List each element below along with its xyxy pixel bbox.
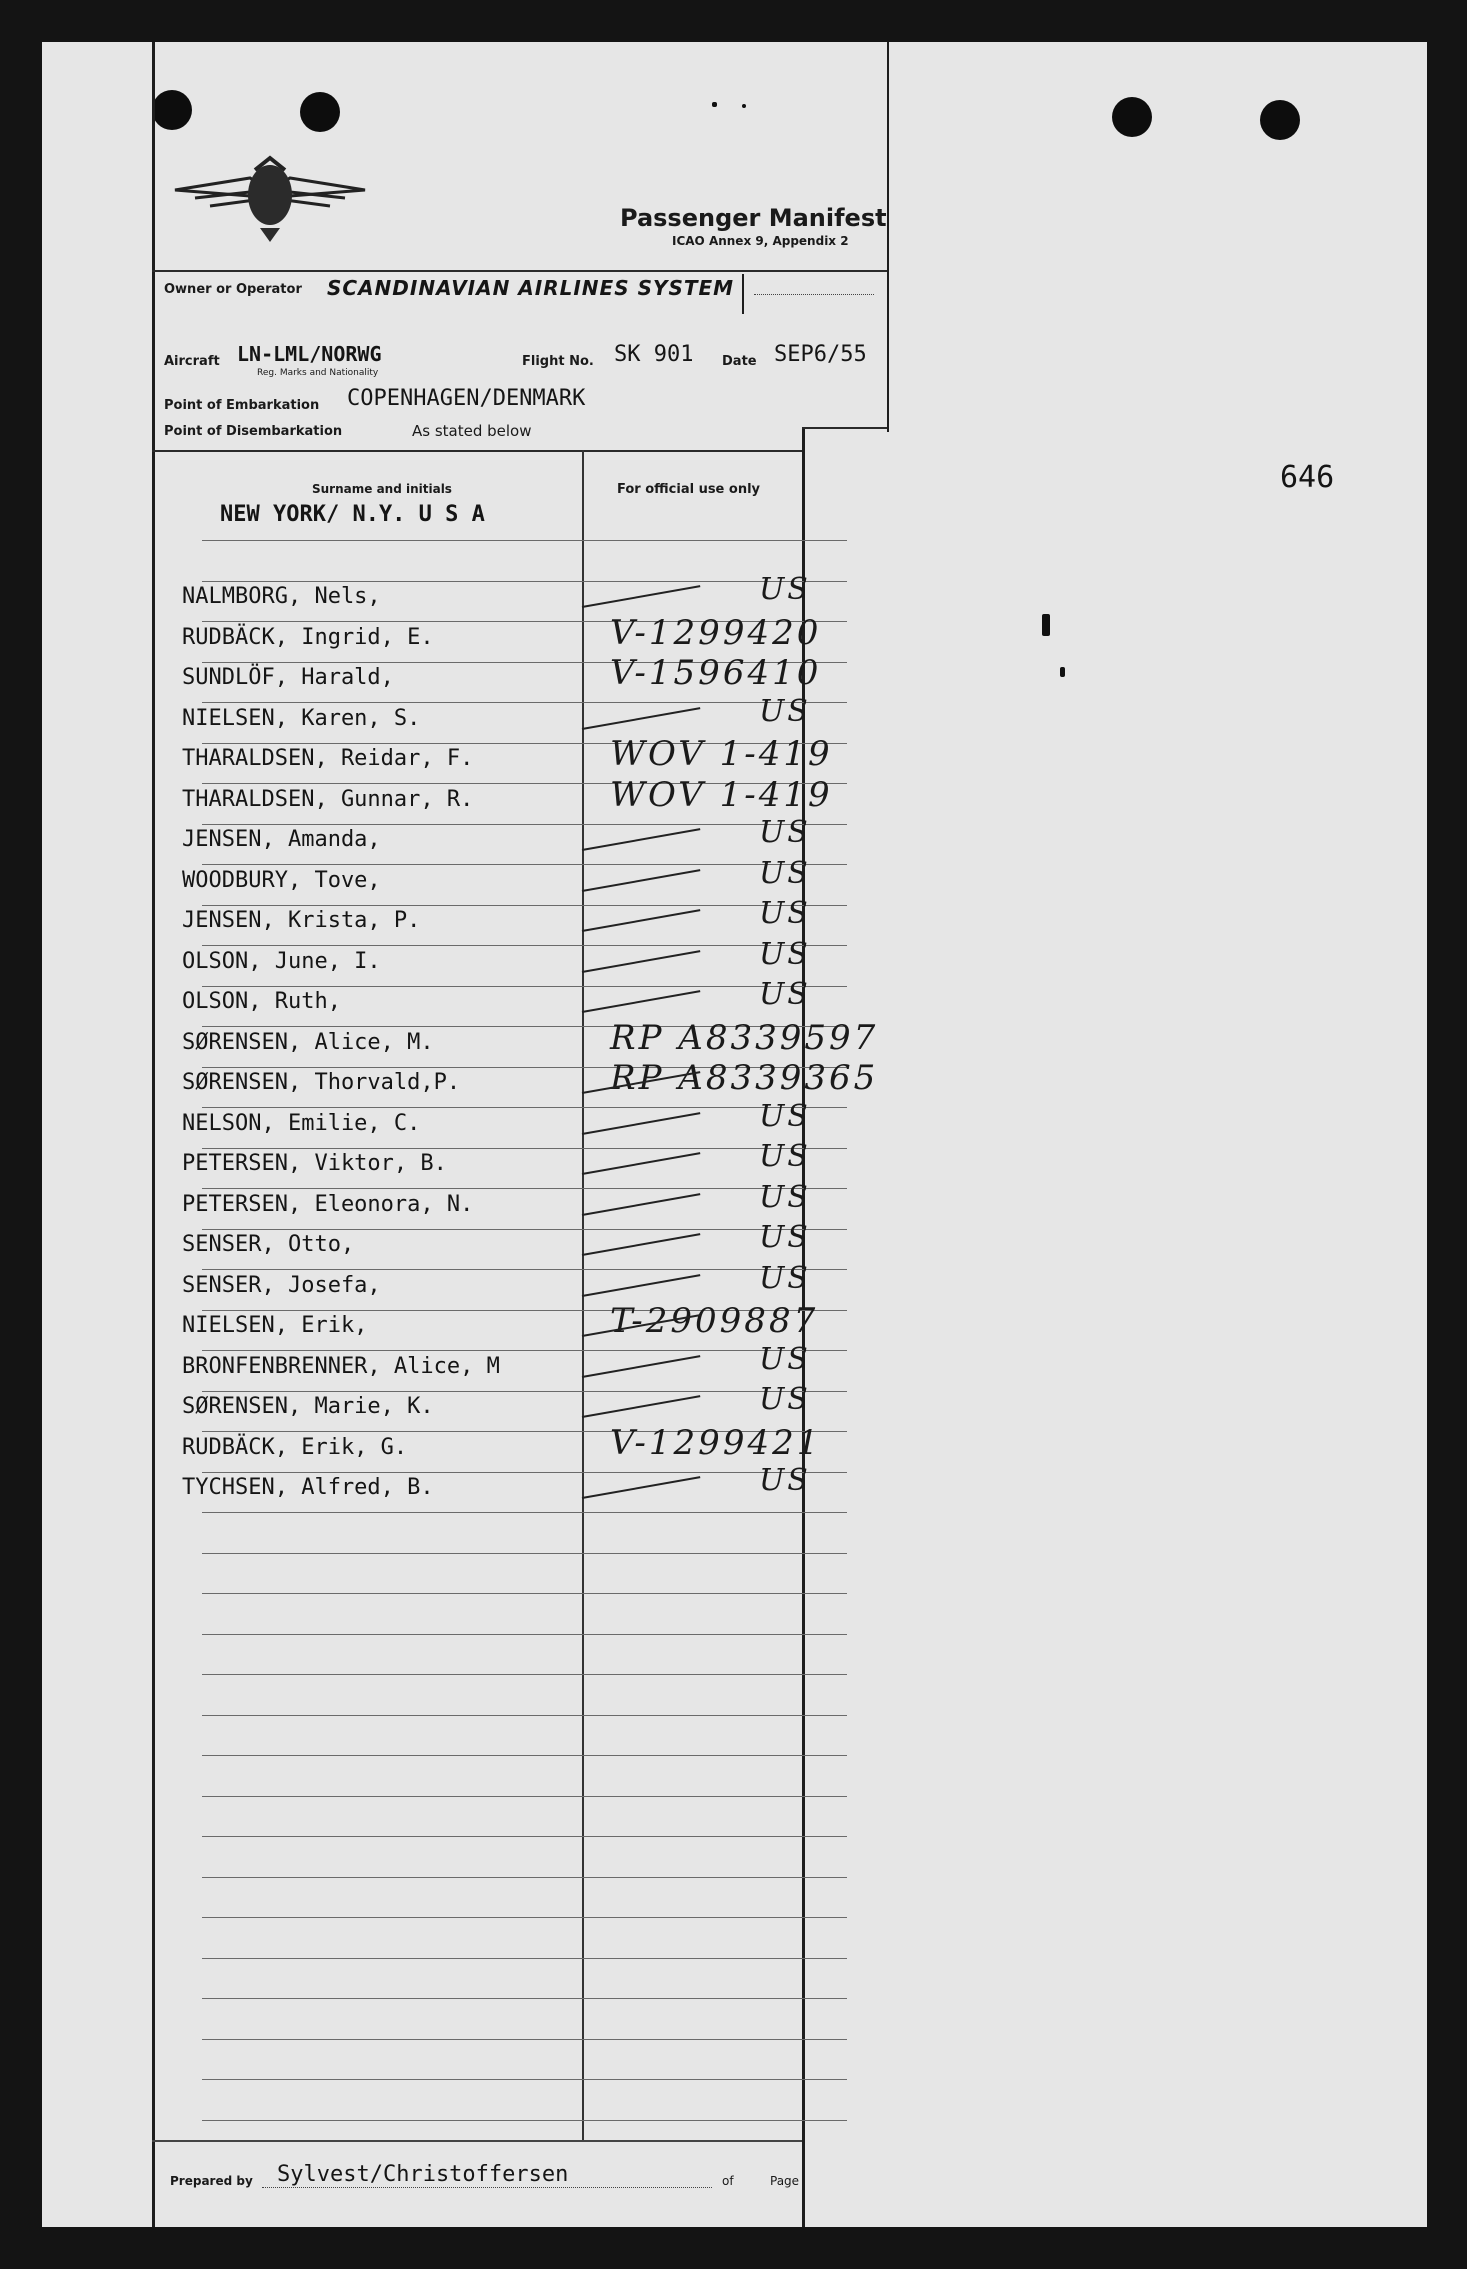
check-stroke	[582, 1395, 701, 1418]
official-annotation: US	[759, 1261, 811, 1296]
check-stroke	[582, 990, 701, 1013]
official-annotation: US	[759, 815, 811, 850]
surname-column-header: Surname and initials	[312, 482, 452, 496]
passenger-name: WOODBURY, Tove,	[182, 868, 381, 893]
ruled-line	[202, 1755, 847, 1756]
ruled-line	[202, 2079, 847, 2080]
punch-hole	[152, 90, 192, 130]
disembarkation-label: Point of Disembarkation	[164, 424, 343, 439]
passenger-name: SUNDLÖF, Harald,	[182, 665, 394, 690]
aircraft-label: Aircraft	[164, 354, 220, 369]
check-stroke	[582, 1193, 701, 1216]
check-stroke	[582, 1355, 701, 1378]
check-stroke	[582, 1152, 701, 1175]
official-annotation: US	[759, 937, 811, 972]
passenger-name: THARALDSEN, Reidar, F.	[182, 746, 474, 771]
ruled-line	[202, 1593, 847, 1594]
passenger-name: THARALDSEN, Gunnar, R.	[182, 787, 474, 812]
ruled-line	[202, 1877, 847, 1878]
page-stamp-number: 646	[1280, 460, 1335, 495]
ruled-line	[202, 1634, 847, 1635]
ruled-line	[202, 1553, 847, 1554]
page-label: Page	[770, 2174, 800, 2188]
passenger-name: SØRENSEN, Alice, M.	[182, 1030, 434, 1055]
ruled-line	[202, 864, 847, 865]
official-annotation: US	[759, 1220, 811, 1255]
passenger-name: SØRENSEN, Thorvald,P.	[182, 1070, 461, 1095]
manifest-title: Passenger Manifest	[620, 204, 887, 232]
ruled-line	[202, 1796, 847, 1797]
owner-value: SCANDINAVIAN AIRLINES SYSTEM	[327, 276, 735, 300]
ruled-line	[202, 1229, 847, 1230]
official-annotation: US	[759, 1139, 811, 1174]
manifest-subtitle: ICAO Annex 9, Appendix 2	[672, 234, 849, 248]
check-stroke	[582, 1274, 701, 1297]
form-left-border	[152, 42, 155, 2227]
official-annotation: US	[759, 856, 811, 891]
header-divider	[152, 270, 887, 272]
passenger-name: NIELSEN, Karen, S.	[182, 706, 421, 731]
manifest-sheet	[42, 42, 1427, 2227]
official-annotation: US	[759, 1099, 811, 1134]
ruled-line	[202, 1715, 847, 1716]
ruled-line	[202, 986, 847, 987]
check-stroke	[582, 585, 701, 608]
passenger-name: NIELSEN, Erik,	[182, 1313, 368, 1338]
speck	[1060, 667, 1065, 677]
speck	[742, 104, 746, 108]
official-annotation: T-2909887	[610, 1301, 819, 1341]
sas-viking-logo-icon	[170, 150, 370, 250]
ruled-line	[202, 2120, 847, 2121]
passenger-name: RUDBÄCK, Erik, G.	[182, 1435, 408, 1460]
passenger-name: BRONFENBRENNER, Alice, M	[182, 1354, 500, 1379]
passenger-name: RUDBÄCK, Ingrid, E.	[182, 625, 434, 650]
official-annotation: US	[759, 694, 811, 729]
date-label: Date	[722, 354, 757, 369]
ruled-line	[202, 905, 847, 906]
passenger-name: JENSEN, Amanda,	[182, 827, 381, 852]
embarkation-value: COPENHAGEN/DENMARK	[347, 386, 586, 411]
owner-label: Owner or Operator	[164, 282, 302, 297]
passenger-name: NALMBORG, Nels,	[182, 584, 381, 609]
passenger-name: PETERSEN, Eleonora, N.	[182, 1192, 474, 1217]
official-annotation: V-1299420	[610, 613, 822, 653]
official-annotation: RP A8339597	[610, 1018, 879, 1058]
ruled-line	[202, 2039, 847, 2040]
aircraft-value: LN-LML/NORWG	[237, 342, 382, 366]
ruled-line	[202, 1836, 847, 1837]
official-annotation: RP A8339365	[610, 1058, 879, 1098]
passenger-name: PETERSEN, Viktor, B.	[182, 1151, 447, 1176]
punch-hole	[300, 92, 340, 132]
of-label: of	[722, 2174, 734, 2188]
check-stroke	[582, 909, 701, 932]
check-stroke	[582, 828, 701, 851]
check-stroke	[582, 1233, 701, 1256]
punch-hole	[1260, 100, 1300, 140]
passenger-name: JENSEN, Krista, P.	[182, 908, 421, 933]
ruled-line	[202, 1512, 847, 1513]
check-stroke	[582, 869, 701, 892]
check-stroke	[582, 1112, 701, 1135]
ruled-line	[202, 1350, 847, 1351]
ruled-line	[202, 581, 847, 582]
check-stroke	[582, 950, 701, 973]
destination-heading: NEW YORK/ N.Y. U S A	[220, 502, 485, 527]
owner-end-mark	[742, 274, 744, 314]
passenger-name: SØRENSEN, Marie, K.	[182, 1394, 434, 1419]
passenger-name: OLSON, June, I.	[182, 949, 381, 974]
official-annotation: US	[759, 1382, 811, 1417]
aircraft-caption: Reg. Marks and Nationality	[257, 368, 379, 378]
official-annotation: V-1596410	[610, 653, 822, 693]
passenger-name: TYCHSEN, Alfred, B.	[182, 1475, 434, 1500]
ruled-line	[202, 1391, 847, 1392]
passenger-name: NELSON, Emilie, C.	[182, 1111, 421, 1136]
prepared-by-value: Sylvest/Christoffersen	[277, 2162, 569, 2187]
ruled-line	[202, 1998, 847, 1999]
prepared-by-dotted-line	[262, 2187, 712, 2188]
official-annotation: US	[759, 1180, 811, 1215]
official-annotation: US	[759, 572, 811, 607]
speck	[712, 102, 717, 107]
official-annotation: US	[759, 977, 811, 1012]
ruled-line	[202, 1674, 847, 1675]
passenger-name: SENSER, Josefa,	[182, 1273, 381, 1298]
prepared-by-label: Prepared by	[170, 2174, 253, 2188]
ruled-line	[202, 702, 847, 703]
flight-no-value: SK 901	[614, 342, 694, 367]
torn-edge	[802, 427, 887, 429]
official-annotation: WOV 1-419	[610, 775, 833, 815]
official-annotation: US	[759, 1342, 811, 1377]
ruled-line	[202, 1472, 847, 1473]
official-annotation: US	[759, 896, 811, 931]
official-column-header: For official use only	[617, 482, 761, 497]
form-header-right-border	[887, 42, 889, 432]
flight-no-label: Flight No.	[522, 354, 594, 369]
official-annotation: WOV 1-419	[610, 734, 833, 774]
ruled-line	[202, 1269, 847, 1270]
ruled-line	[202, 824, 847, 825]
passenger-name: SENSER, Otto,	[182, 1232, 355, 1257]
speck	[1042, 614, 1050, 636]
table-bottom-border	[152, 2140, 802, 2142]
ruled-line	[202, 540, 847, 541]
official-annotation: US	[759, 1463, 811, 1498]
ruled-line	[202, 1107, 847, 1108]
embarkation-label: Point of Embarkation	[164, 398, 320, 413]
check-stroke	[582, 1476, 701, 1499]
check-stroke	[582, 707, 701, 730]
ruled-line	[202, 1958, 847, 1959]
punch-hole	[1112, 97, 1152, 137]
disembarkation-value: As stated below	[412, 422, 532, 440]
ruled-line	[202, 1148, 847, 1149]
ruled-line	[202, 1188, 847, 1189]
passenger-name: OLSON, Ruth,	[182, 989, 341, 1014]
ruled-line	[202, 1917, 847, 1918]
table-top-border	[152, 450, 802, 452]
date-value: SEP6/55	[774, 342, 867, 367]
official-annotation: V-1299421	[610, 1423, 822, 1463]
ruled-line	[202, 945, 847, 946]
owner-dotted-line	[754, 294, 874, 295]
